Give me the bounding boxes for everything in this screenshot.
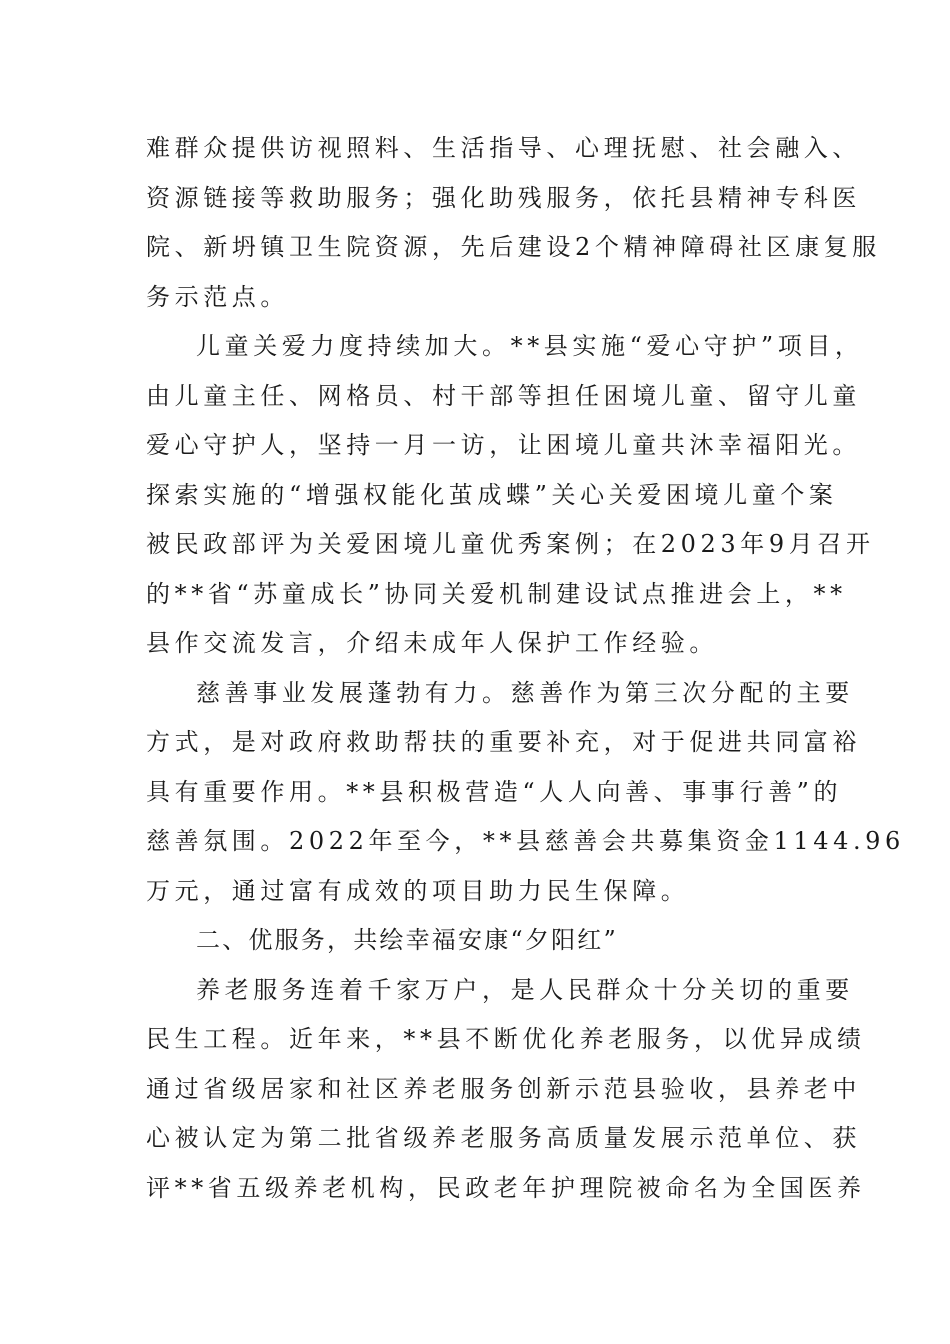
text-line: 方式，是对政府救助帮扶的重要补充，对于促进共同富裕 xyxy=(146,728,861,756)
body-text xyxy=(146,124,905,1213)
text-line: 爱心守护人，坚持一月一访，让困境儿童共沐幸福阳光。 xyxy=(146,431,861,459)
text-line: 县作交流发言，介绍未成年人保护工作经验。 xyxy=(146,629,718,657)
text-line: 被民政部评为关爱困境儿童优秀案例；在2023年9月召开 xyxy=(146,530,875,558)
text-line: 资源链接等救助服务；强化助残服务，依托县精神专科医 xyxy=(146,183,861,212)
text-line: 务示范点。 xyxy=(146,282,289,311)
text-line: 的**省“苏童成长”协同关爱机制建设试点推进会上，** xyxy=(146,579,847,608)
text-line: 万元，通过富有成效的项目助力民生保障。 xyxy=(146,876,690,905)
text-line: 民生工程。近年来，**县不断优化养老服务，以优异成绩 xyxy=(146,1025,866,1053)
text-line: 评**省五级养老机构，民政老年护理院被命名为全国医养 xyxy=(146,1173,866,1202)
paragraph-start-line: 养老服务连着千家万户，是人民群众十分关切的重要 xyxy=(196,975,854,1004)
text-line: 探索实施的“增强权能化茧成蝶”关心关爱困境儿童个案 xyxy=(146,480,838,509)
text-line: 心被认定为第二批省级养老服务高质量发展示范单位、获 xyxy=(146,1124,861,1152)
paragraph-start-line: 儿童关爱力度持续加大。**县实施“爱心守护”项目， xyxy=(196,332,864,360)
text-line: 难群众提供访视照料、生活指导、心理抚慰、社会融入、 xyxy=(146,134,861,162)
text-line: 慈善氛围。2022年至今，**县慈善会共募集资金1144.96 xyxy=(146,827,905,855)
text-line: 具有重要作用。**县积极营造“人人向善、事事行善”的 xyxy=(146,777,843,806)
paragraph-start-line: 慈善事业发展蓬勃有力。慈善作为第三次分配的主要 xyxy=(196,678,854,707)
text-line: 由儿童主任、网格员、村干部等担任困境儿童、留守儿童 xyxy=(146,381,861,410)
text-line: 通过省级居家和社区养老服务创新示范县验收，县养老中 xyxy=(146,1074,861,1103)
section-heading: 二、优服务，共绘幸福安康“夕阳红” xyxy=(196,926,618,954)
text-line: 院、新坍镇卫生院资源，先后建设2个精神障碍社区康复服 xyxy=(146,233,881,261)
